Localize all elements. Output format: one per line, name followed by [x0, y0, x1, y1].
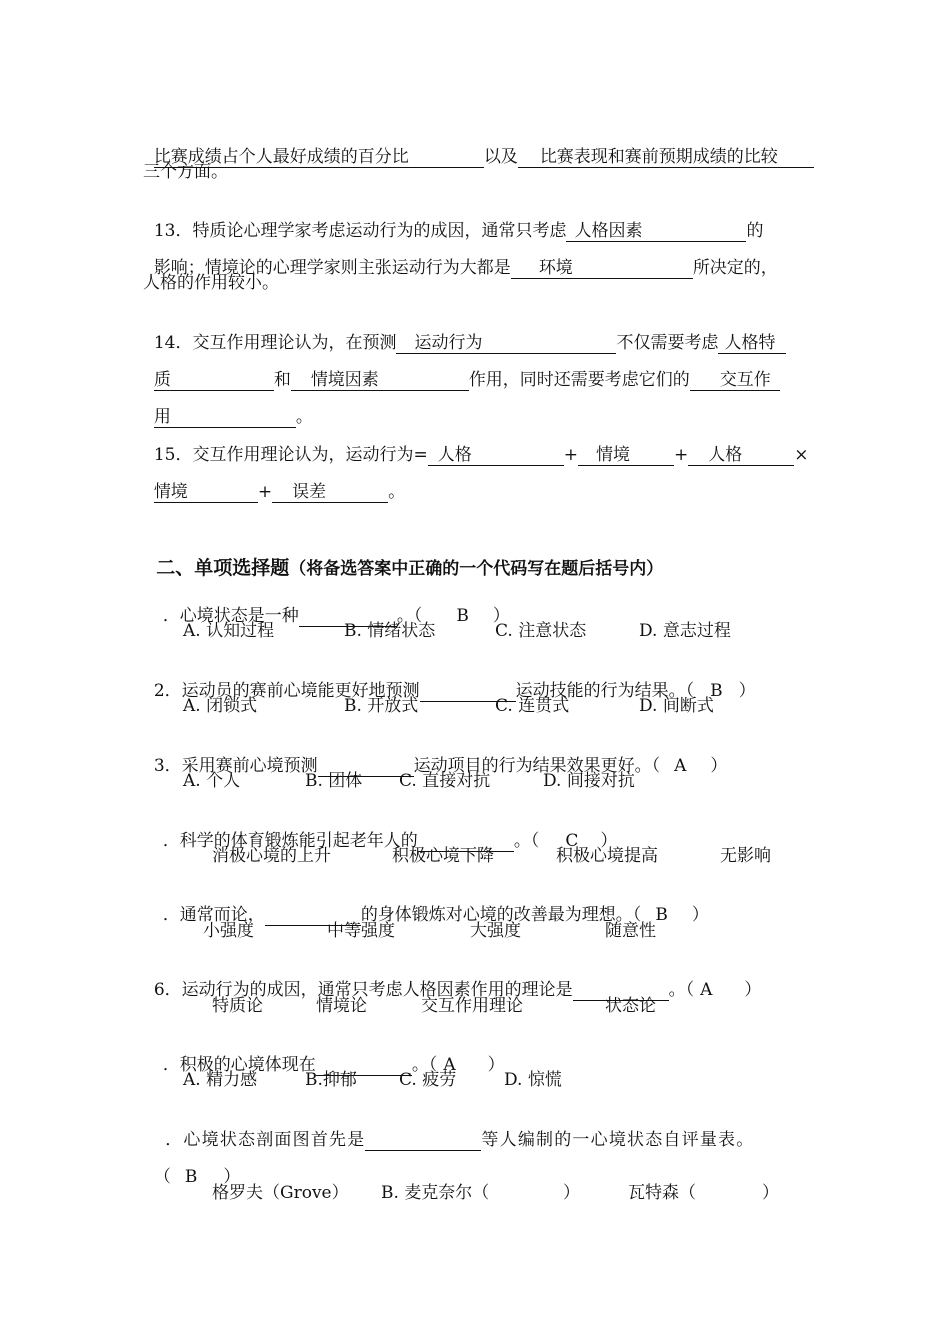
answer-letter: B	[456, 606, 469, 626]
answer-blank: 情境因素	[291, 370, 469, 391]
answer-blank: 比赛成绩占个人最好成绩的百分比	[154, 147, 484, 168]
option: 大强度	[470, 921, 521, 941]
question-text: ）	[492, 606, 510, 626]
option: C. 疲劳	[399, 1070, 457, 1090]
option: A. 精力感	[183, 1070, 258, 1090]
section-instruction: （将备选答案中正确的一个代码写在题后括号内）	[289, 559, 664, 579]
question-text: 运动项目的行为结果效果更好。（	[413, 756, 661, 776]
question-8-stem	[152, 1107, 754, 1151]
answer-blank: 情境	[578, 445, 674, 466]
option: 无影响	[720, 846, 771, 866]
inline-text: 和	[273, 370, 291, 390]
option: D. 间断式	[639, 696, 714, 716]
question-text: 。（	[513, 831, 540, 851]
question-text: ）	[738, 681, 756, 701]
option: 随意性	[605, 921, 656, 941]
answer-letter: B	[655, 905, 668, 925]
option: B. 情绪状态	[344, 621, 436, 641]
option: A. 闭锁式	[183, 696, 258, 716]
option: B. 开放式	[344, 696, 419, 716]
question-text: 。（	[396, 606, 423, 626]
option: B.抑郁	[305, 1070, 357, 1090]
answer-letter: C	[565, 831, 579, 851]
option: 积极心境提高	[556, 846, 658, 866]
question-text: ）	[223, 1167, 241, 1187]
answer-blank: 质	[154, 370, 274, 391]
inline-text: 作用，同时还需要考虑它们的	[468, 370, 690, 390]
question-15-line-2	[143, 459, 405, 503]
option: 中等强度	[327, 921, 395, 941]
question-text: 3．采用赛前心境预测	[153, 756, 318, 776]
inline-text: 。	[388, 482, 406, 502]
option: B. 麦克奈尔（	[381, 1183, 490, 1203]
question-text: 等人编制的一心境状态自评量表。	[481, 1130, 755, 1150]
answer-letter: A	[674, 756, 687, 776]
inline-text: 不仅需要考虑	[616, 333, 719, 353]
option: D. 间接对抗	[543, 771, 635, 791]
answer-blank: 人格	[688, 445, 794, 466]
option: 情境论	[316, 996, 367, 1016]
question-text: ）	[744, 980, 762, 1000]
answer-blank: 用	[154, 407, 296, 428]
inline-text: 。	[295, 407, 313, 427]
answer-letter: A	[443, 1055, 456, 1075]
option: 小强度	[203, 921, 254, 941]
question-text: 2．运动员的赛前心境能更好地预测	[153, 681, 420, 701]
answer-blank: 误差	[272, 482, 388, 503]
option: 积极心境下降	[392, 846, 494, 866]
question-text: ．积极的心境体现在	[162, 1055, 316, 1075]
inline-text: 15．交互作用理论认为，运动行为=	[153, 445, 428, 465]
question-text: ）	[600, 831, 618, 851]
question-text: ．心境状态是一种	[162, 606, 299, 626]
answer-blank: 交互作	[690, 370, 780, 391]
option: 交互作用理论	[421, 996, 523, 1016]
answer-letter: A	[700, 980, 713, 1000]
answer-letter: B	[184, 1167, 198, 1187]
answer-blank: 人格	[428, 445, 564, 466]
answer-letter: B	[710, 681, 723, 701]
option: B. 团体	[305, 771, 363, 791]
option: 瓦特森（	[628, 1183, 696, 1203]
inline-text: 以及	[483, 147, 518, 167]
question-text: ．心境状态剖面图首先是	[165, 1130, 366, 1150]
question-text: 运动技能的行为结果。（	[515, 681, 695, 701]
section-title: 二、单项选择题	[156, 557, 290, 579]
option: 特质论	[212, 996, 263, 1016]
blank-line	[365, 1150, 481, 1151]
question-text: ．通常而论，	[162, 905, 265, 925]
inline-text: 影响；情境论的心理学家则主张运动行为大都是	[153, 258, 511, 278]
fill-line-2: 三个方面。	[143, 162, 228, 182]
inline-text: 的	[746, 221, 764, 241]
inline-text: 14．交互作用理论认为，在预测	[153, 333, 397, 353]
fill-line-1	[143, 124, 814, 168]
question-text: ．科学的体育锻炼能引起老年人的	[162, 831, 418, 851]
question-text: ）	[710, 756, 728, 776]
question-text: ）	[691, 905, 709, 925]
question-text: 6．运动行为的成因，通常只考虑人格因素作用的理论是	[153, 980, 573, 1000]
question-text: （	[153, 1167, 171, 1187]
question-text: 。（	[668, 980, 695, 1000]
answer-blank: 环境	[511, 258, 693, 279]
answer-blank: 情境	[154, 482, 258, 503]
inline-text: +	[257, 482, 273, 502]
section-heading	[143, 535, 663, 580]
answer-blank: 人格特	[718, 333, 786, 354]
inline-text: +	[673, 445, 689, 465]
option: C. 直接对抗	[399, 771, 491, 791]
option: A. 认知过程	[183, 621, 275, 641]
option: A. 个人	[183, 771, 241, 791]
option: ）	[563, 1183, 580, 1203]
question-text: ）	[487, 1055, 505, 1075]
answer-blank: 运动行为	[396, 333, 616, 354]
option: D. 惊慌	[504, 1070, 562, 1090]
option: ）	[762, 1183, 779, 1203]
option: C. 连贯式	[495, 696, 570, 716]
option: 状态论	[605, 996, 656, 1016]
option: 格罗夫（Grove）	[212, 1183, 349, 1203]
option: C. 注意状态	[495, 621, 587, 641]
inline-text: +	[563, 445, 578, 465]
option: 消极心境的上升	[212, 846, 331, 866]
inline-text: 所决定的，	[692, 258, 778, 278]
inline-text: 13．特质论心理学家考虑运动行为的成因，通常只考虑	[153, 221, 567, 241]
question-text: 的身体锻炼对心境的改善最为理想。（	[360, 905, 642, 925]
answer-blank: 比赛表现和赛前预期成绩的比较	[518, 147, 814, 168]
inline-text: ×	[794, 445, 809, 465]
question-13-line-3: 人格的作用较小。	[143, 273, 279, 293]
question-text: 。（	[411, 1055, 438, 1075]
answer-blank: 人格因素	[566, 221, 746, 242]
option: D. 意志过程	[639, 621, 731, 641]
